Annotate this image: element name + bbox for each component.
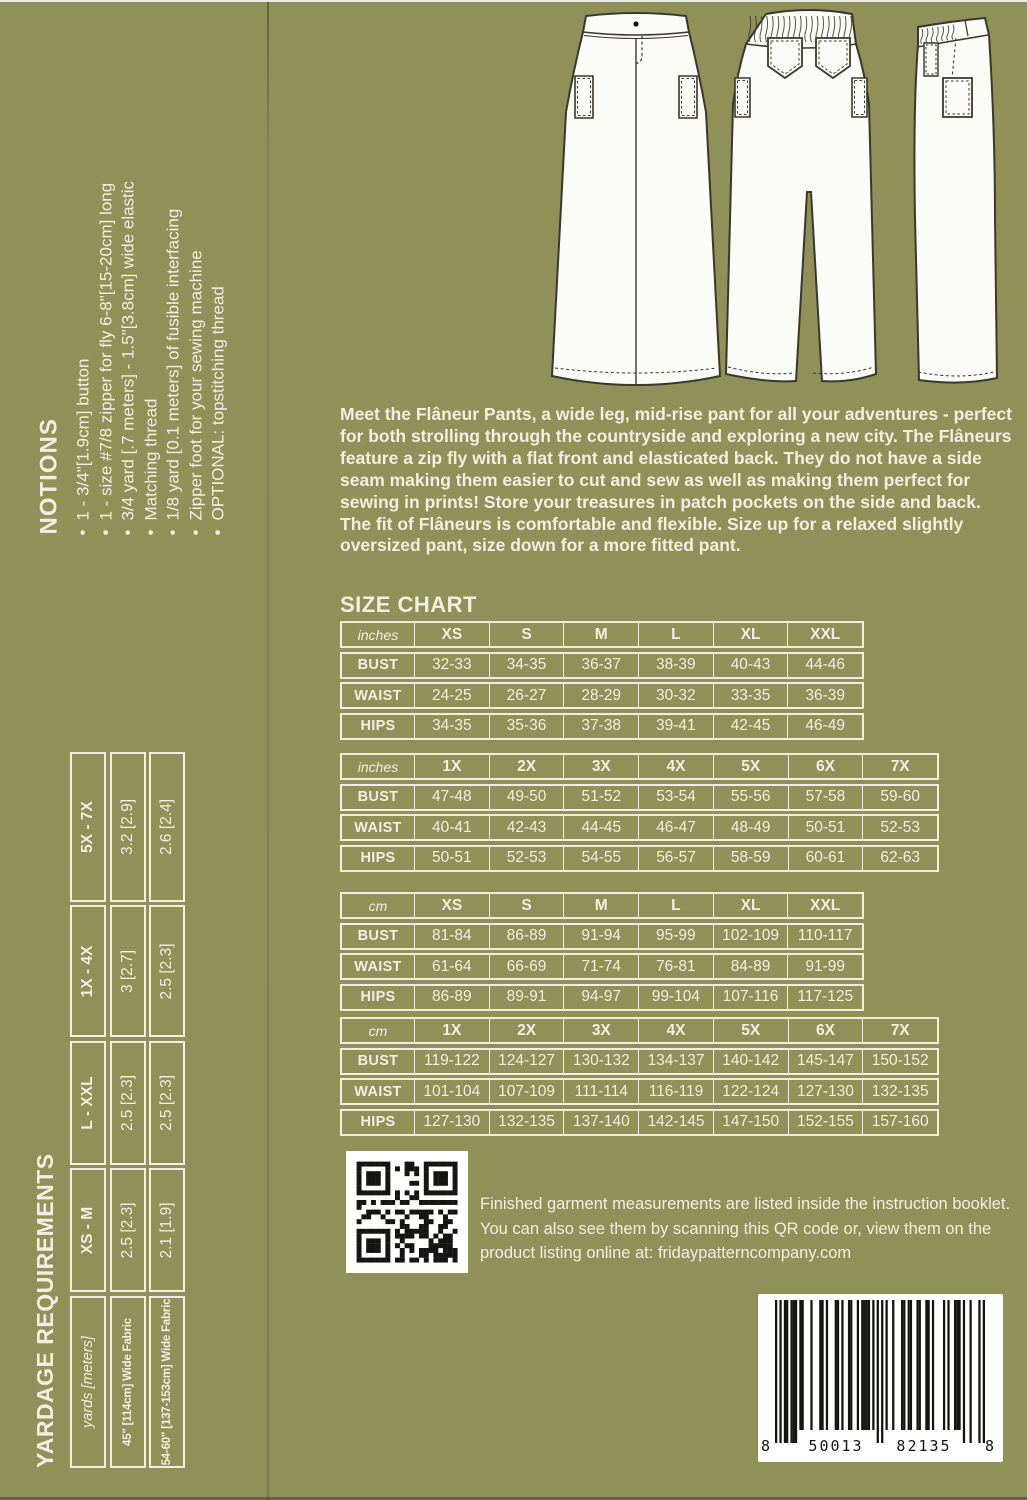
fabric-width-label: 45" [114cm] Wide Fabric xyxy=(110,1296,146,1468)
measurement-value: 137-140 xyxy=(563,1111,638,1134)
size-header: S xyxy=(489,623,564,646)
yardage-value: 3 [2.7] xyxy=(110,906,146,1038)
size-table-inches-xs-xxl xyxy=(340,621,864,743)
measurement-value: 91-94 xyxy=(563,925,638,948)
measurement-value: 71-74 xyxy=(563,955,638,978)
measurement-value: 52-53 xyxy=(489,847,564,870)
measurement-value: 152-155 xyxy=(788,1111,863,1134)
notions-item: • 3/4 yard [.7 meters] - 1.5"[3.8cm] wide elastic xyxy=(118,136,141,536)
size-header: 2X xyxy=(489,1019,564,1042)
measurement-value: 50-51 xyxy=(414,847,489,870)
pants-front-drawing xyxy=(548,6,724,392)
measurement-value: 58-59 xyxy=(713,847,788,870)
size-table-row xyxy=(340,1109,939,1136)
yardage-value: 2.5 [2.3] xyxy=(110,1169,146,1293)
measurement-value: 52-53 xyxy=(862,816,937,839)
yardage-size-header: 1X - 4X xyxy=(70,906,106,1038)
size-header: 3X xyxy=(563,755,638,778)
yardage-table xyxy=(70,748,185,1468)
size-table-row xyxy=(340,1078,939,1105)
measurement-value: 51-52 xyxy=(563,786,638,809)
measurement-value: 35-36 xyxy=(489,715,564,738)
size-header: M xyxy=(563,894,638,917)
measurement-value: 55-56 xyxy=(713,786,788,809)
size-header: 1X xyxy=(414,1019,489,1042)
measure-label: BUST xyxy=(357,928,399,944)
measure-label: BUST xyxy=(357,789,399,805)
measurement-value: 44-46 xyxy=(787,654,862,677)
measurement-value: 81-84 xyxy=(414,925,489,948)
size-header: XS xyxy=(414,623,489,646)
size-table-row xyxy=(340,953,864,980)
measurement-value: 127-130 xyxy=(414,1111,489,1134)
size-table-row xyxy=(340,892,864,919)
size-header: XS xyxy=(414,894,489,917)
measurement-value: 157-160 xyxy=(862,1111,937,1134)
measurement-value: 30-32 xyxy=(638,684,713,707)
measure-label: WAIST xyxy=(354,1083,402,1100)
size-table-row xyxy=(340,1017,939,1044)
qr-note-text: Finished garment measurements are listed inside the instruction booklet. You can also see them by scanning this QR code or, view them on the product listing online at: fridaypatterncompany.com xyxy=(480,1195,1011,1262)
measurement-value: 122-124 xyxy=(713,1080,788,1103)
measure-label: WAIST xyxy=(354,819,402,836)
measure-label: BUST xyxy=(357,1053,399,1069)
measurement-value: 94-97 xyxy=(563,986,638,1009)
size-table-row xyxy=(340,984,864,1011)
measurement-value: 117-125 xyxy=(787,986,862,1009)
yardage-value: 2.1 [1.9] xyxy=(149,1169,185,1293)
measurement-value: 42-43 xyxy=(489,816,564,839)
notions-title: NOTIONS xyxy=(35,418,63,535)
scan-top-edge xyxy=(0,0,1027,2)
size-table-row xyxy=(340,682,864,709)
measurement-value: 101-104 xyxy=(414,1080,489,1103)
measurement-value: 53-54 xyxy=(638,786,713,809)
measure-label: HIPS xyxy=(360,989,396,1005)
measure-label: HIPS xyxy=(360,1114,396,1130)
measurement-value: 28-29 xyxy=(563,684,638,707)
notions-item: • OPTIONAL: topstitching thread xyxy=(208,136,231,536)
size-table-row xyxy=(340,621,864,648)
measurement-value: 36-39 xyxy=(787,684,862,707)
size-header: 4X xyxy=(638,1019,713,1042)
size-header: 5X xyxy=(713,1019,788,1042)
measurement-value: 150-152 xyxy=(862,1050,937,1073)
measurement-value: 99-104 xyxy=(638,986,713,1009)
measurement-value: 59-60 xyxy=(862,786,937,809)
measurement-value: 40-43 xyxy=(713,654,788,677)
button-icon xyxy=(633,21,638,26)
measurement-value: 134-137 xyxy=(638,1050,713,1073)
measurement-value: 40-41 xyxy=(414,816,489,839)
size-table-row xyxy=(340,1048,939,1075)
yardage-value: 2.5 [2.3] xyxy=(149,906,185,1038)
measure-label: WAIST xyxy=(354,958,402,975)
size-header: 6X xyxy=(788,755,863,778)
measurement-value: 44-45 xyxy=(563,816,638,839)
qr-code-svg xyxy=(346,1151,468,1273)
size-header: 6X xyxy=(788,1019,863,1042)
yardage-value: 2.5 [2.3] xyxy=(149,1041,185,1165)
measurement-value: 56-57 xyxy=(638,847,713,870)
measurement-value: 127-130 xyxy=(788,1080,863,1103)
measurement-value: 47-48 xyxy=(414,786,489,809)
notions-item: • 1 - 3/4"[1.9cm] button xyxy=(73,136,96,536)
size-header: 7X xyxy=(862,1019,937,1042)
measurement-value: 48-49 xyxy=(713,816,788,839)
measurement-value: 26-27 xyxy=(489,684,564,707)
size-header: S xyxy=(489,894,564,917)
pants-back-drawing xyxy=(723,6,879,394)
size-table-cm-xs-xxl xyxy=(340,892,864,1014)
measurement-value: 32-33 xyxy=(414,654,489,677)
measurement-value: 34-35 xyxy=(489,654,564,677)
yardage-value: 2.6 [2.4] xyxy=(149,752,185,902)
measurement-value: 107-109 xyxy=(489,1080,564,1103)
size-header: M xyxy=(563,623,638,646)
size-header: L xyxy=(638,894,713,917)
measurement-value: 107-116 xyxy=(713,986,788,1009)
size-header: 7X xyxy=(862,755,937,778)
measurement-value: 86-89 xyxy=(414,986,489,1009)
yardage-size-header: 5X - 7X xyxy=(70,752,106,902)
yardage-size-header: L - XXL xyxy=(70,1041,106,1165)
barcode-bars xyxy=(758,1294,1003,1462)
measurement-value: 46-47 xyxy=(638,816,713,839)
size-header: 1X xyxy=(414,755,489,778)
measurement-value: 140-142 xyxy=(713,1050,788,1073)
measurement-value: 62-63 xyxy=(862,847,937,870)
notions-list xyxy=(73,136,231,536)
measurement-value: 66-69 xyxy=(489,955,564,978)
measurement-value: 61-64 xyxy=(414,955,489,978)
size-header: 5X xyxy=(713,755,788,778)
measurement-value: 132-135 xyxy=(862,1080,937,1103)
size-table-row xyxy=(340,784,939,811)
unit-label: inches xyxy=(357,758,399,775)
measurement-value: 124-127 xyxy=(489,1050,564,1073)
barcode-group-left: 50013 xyxy=(808,1437,864,1455)
measurement-value: 33-35 xyxy=(713,684,788,707)
side-patch-pocket xyxy=(943,78,972,117)
notions-item: • Matching thread xyxy=(140,136,163,536)
qr-code xyxy=(346,1151,468,1273)
unit-label: cm xyxy=(368,1022,388,1039)
measure-label: WAIST xyxy=(354,687,402,704)
pants-side-drawing xyxy=(908,8,1000,392)
measurement-value: 145-147 xyxy=(788,1050,863,1073)
measurement-value: 42-45 xyxy=(713,715,788,738)
measurement-value: 110-117 xyxy=(787,925,862,948)
measurement-value: 91-99 xyxy=(787,955,862,978)
measurement-value: 24-25 xyxy=(414,684,489,707)
measurement-value: 76-81 xyxy=(638,955,713,978)
yardage-value: 2.5 [2.3] xyxy=(110,1041,146,1165)
barcode-digit-right: 8 xyxy=(985,1437,995,1455)
yardage-value: 3.2 [2.9] xyxy=(110,752,146,902)
paper-crease xyxy=(267,0,269,1500)
size-header: 4X xyxy=(638,755,713,778)
measurement-value: 60-61 xyxy=(788,847,863,870)
barcode-digit-left: 8 xyxy=(761,1437,771,1455)
measurement-value: 39-41 xyxy=(638,715,713,738)
measurement-value: 37-38 xyxy=(563,715,638,738)
measurement-value: 57-58 xyxy=(788,786,863,809)
measurement-value: 102-109 xyxy=(713,925,788,948)
size-header: XL xyxy=(713,894,788,917)
measurement-value: 147-150 xyxy=(713,1111,788,1134)
size-header: XXL xyxy=(787,623,862,646)
barcode xyxy=(758,1294,1003,1462)
size-table-row xyxy=(340,845,939,872)
size-table-row xyxy=(340,814,939,841)
measurement-value: 50-51 xyxy=(788,816,863,839)
size-chart-title: SIZE CHART xyxy=(340,592,477,617)
measurement-value: 142-145 xyxy=(638,1111,713,1134)
unit-label: cm xyxy=(368,897,388,914)
measurement-value: 34-35 xyxy=(414,715,489,738)
measurement-value: 111-114 xyxy=(563,1080,638,1103)
measurement-value: 86-89 xyxy=(489,925,564,948)
notions-section xyxy=(36,136,251,536)
measurement-value: 46-49 xyxy=(787,715,862,738)
size-table-row xyxy=(340,652,864,679)
measurement-value: 132-135 xyxy=(489,1111,564,1134)
product-description: Meet the Flâneur Pants, a wide leg, mid-rise pant for all your adventures - perfect for both strolling through the countryside and exploring a new city. The Flâneurs feature a zip fly with a flat front and elasticated back. They do not have a side seam making them easier to cut and sew as well as making them perfect for sewing in prints! Store your treasures in patch pockets on the side and back. The fit of Flâneurs is comfortable and flexible. Size up for a relaxed slightly oversized pant, size down for a more fitted pant. xyxy=(340,404,1012,556)
yardage-unit-label: yards [meters] xyxy=(70,1296,106,1468)
size-header: L xyxy=(638,623,713,646)
size-header: XL xyxy=(713,623,788,646)
measurement-value: 54-55 xyxy=(563,847,638,870)
barcode-group-right: 82135 xyxy=(896,1437,952,1455)
notions-item: • Zipper foot for your sewing machine xyxy=(185,136,208,536)
measurement-value: 84-89 xyxy=(713,955,788,978)
measurement-value: 38-39 xyxy=(638,654,713,677)
size-header: 2X xyxy=(489,755,564,778)
unit-label: inches xyxy=(357,626,399,643)
size-header: XXL xyxy=(787,894,862,917)
size-table-inches-1x-7x xyxy=(340,753,939,875)
notions-item: • 1/8 yard [0.1 meters] of fusible interfacing xyxy=(163,136,186,536)
measurement-value: 89-91 xyxy=(489,986,564,1009)
measurement-value: 119-122 xyxy=(414,1050,489,1073)
size-table-row xyxy=(340,923,864,950)
measurement-value: 95-99 xyxy=(638,925,713,948)
yardage-title: YARDAGE REQUIREMENTS xyxy=(32,1153,58,1468)
measurement-value: 130-132 xyxy=(563,1050,638,1073)
measure-label: HIPS xyxy=(360,718,396,734)
measure-label: HIPS xyxy=(360,850,396,866)
measurement-value: 116-119 xyxy=(638,1080,713,1103)
fabric-width-label: 54-60" [137-153cm] Wide Fabric xyxy=(149,1296,185,1468)
size-header: 3X xyxy=(563,1019,638,1042)
yardage-section xyxy=(32,748,200,1468)
notions-item: • 1 - size #7/8 zipper for fly 6-8"[15-20cm] long xyxy=(95,136,118,536)
measure-label: BUST xyxy=(357,657,399,673)
size-table-cm-1x-7x xyxy=(340,1017,939,1139)
measurement-value: 49-50 xyxy=(489,786,564,809)
size-table-row xyxy=(340,713,864,740)
yardage-size-header: XS - M xyxy=(70,1169,106,1293)
size-table-row xyxy=(340,753,939,780)
measurement-value: 36-37 xyxy=(563,654,638,677)
